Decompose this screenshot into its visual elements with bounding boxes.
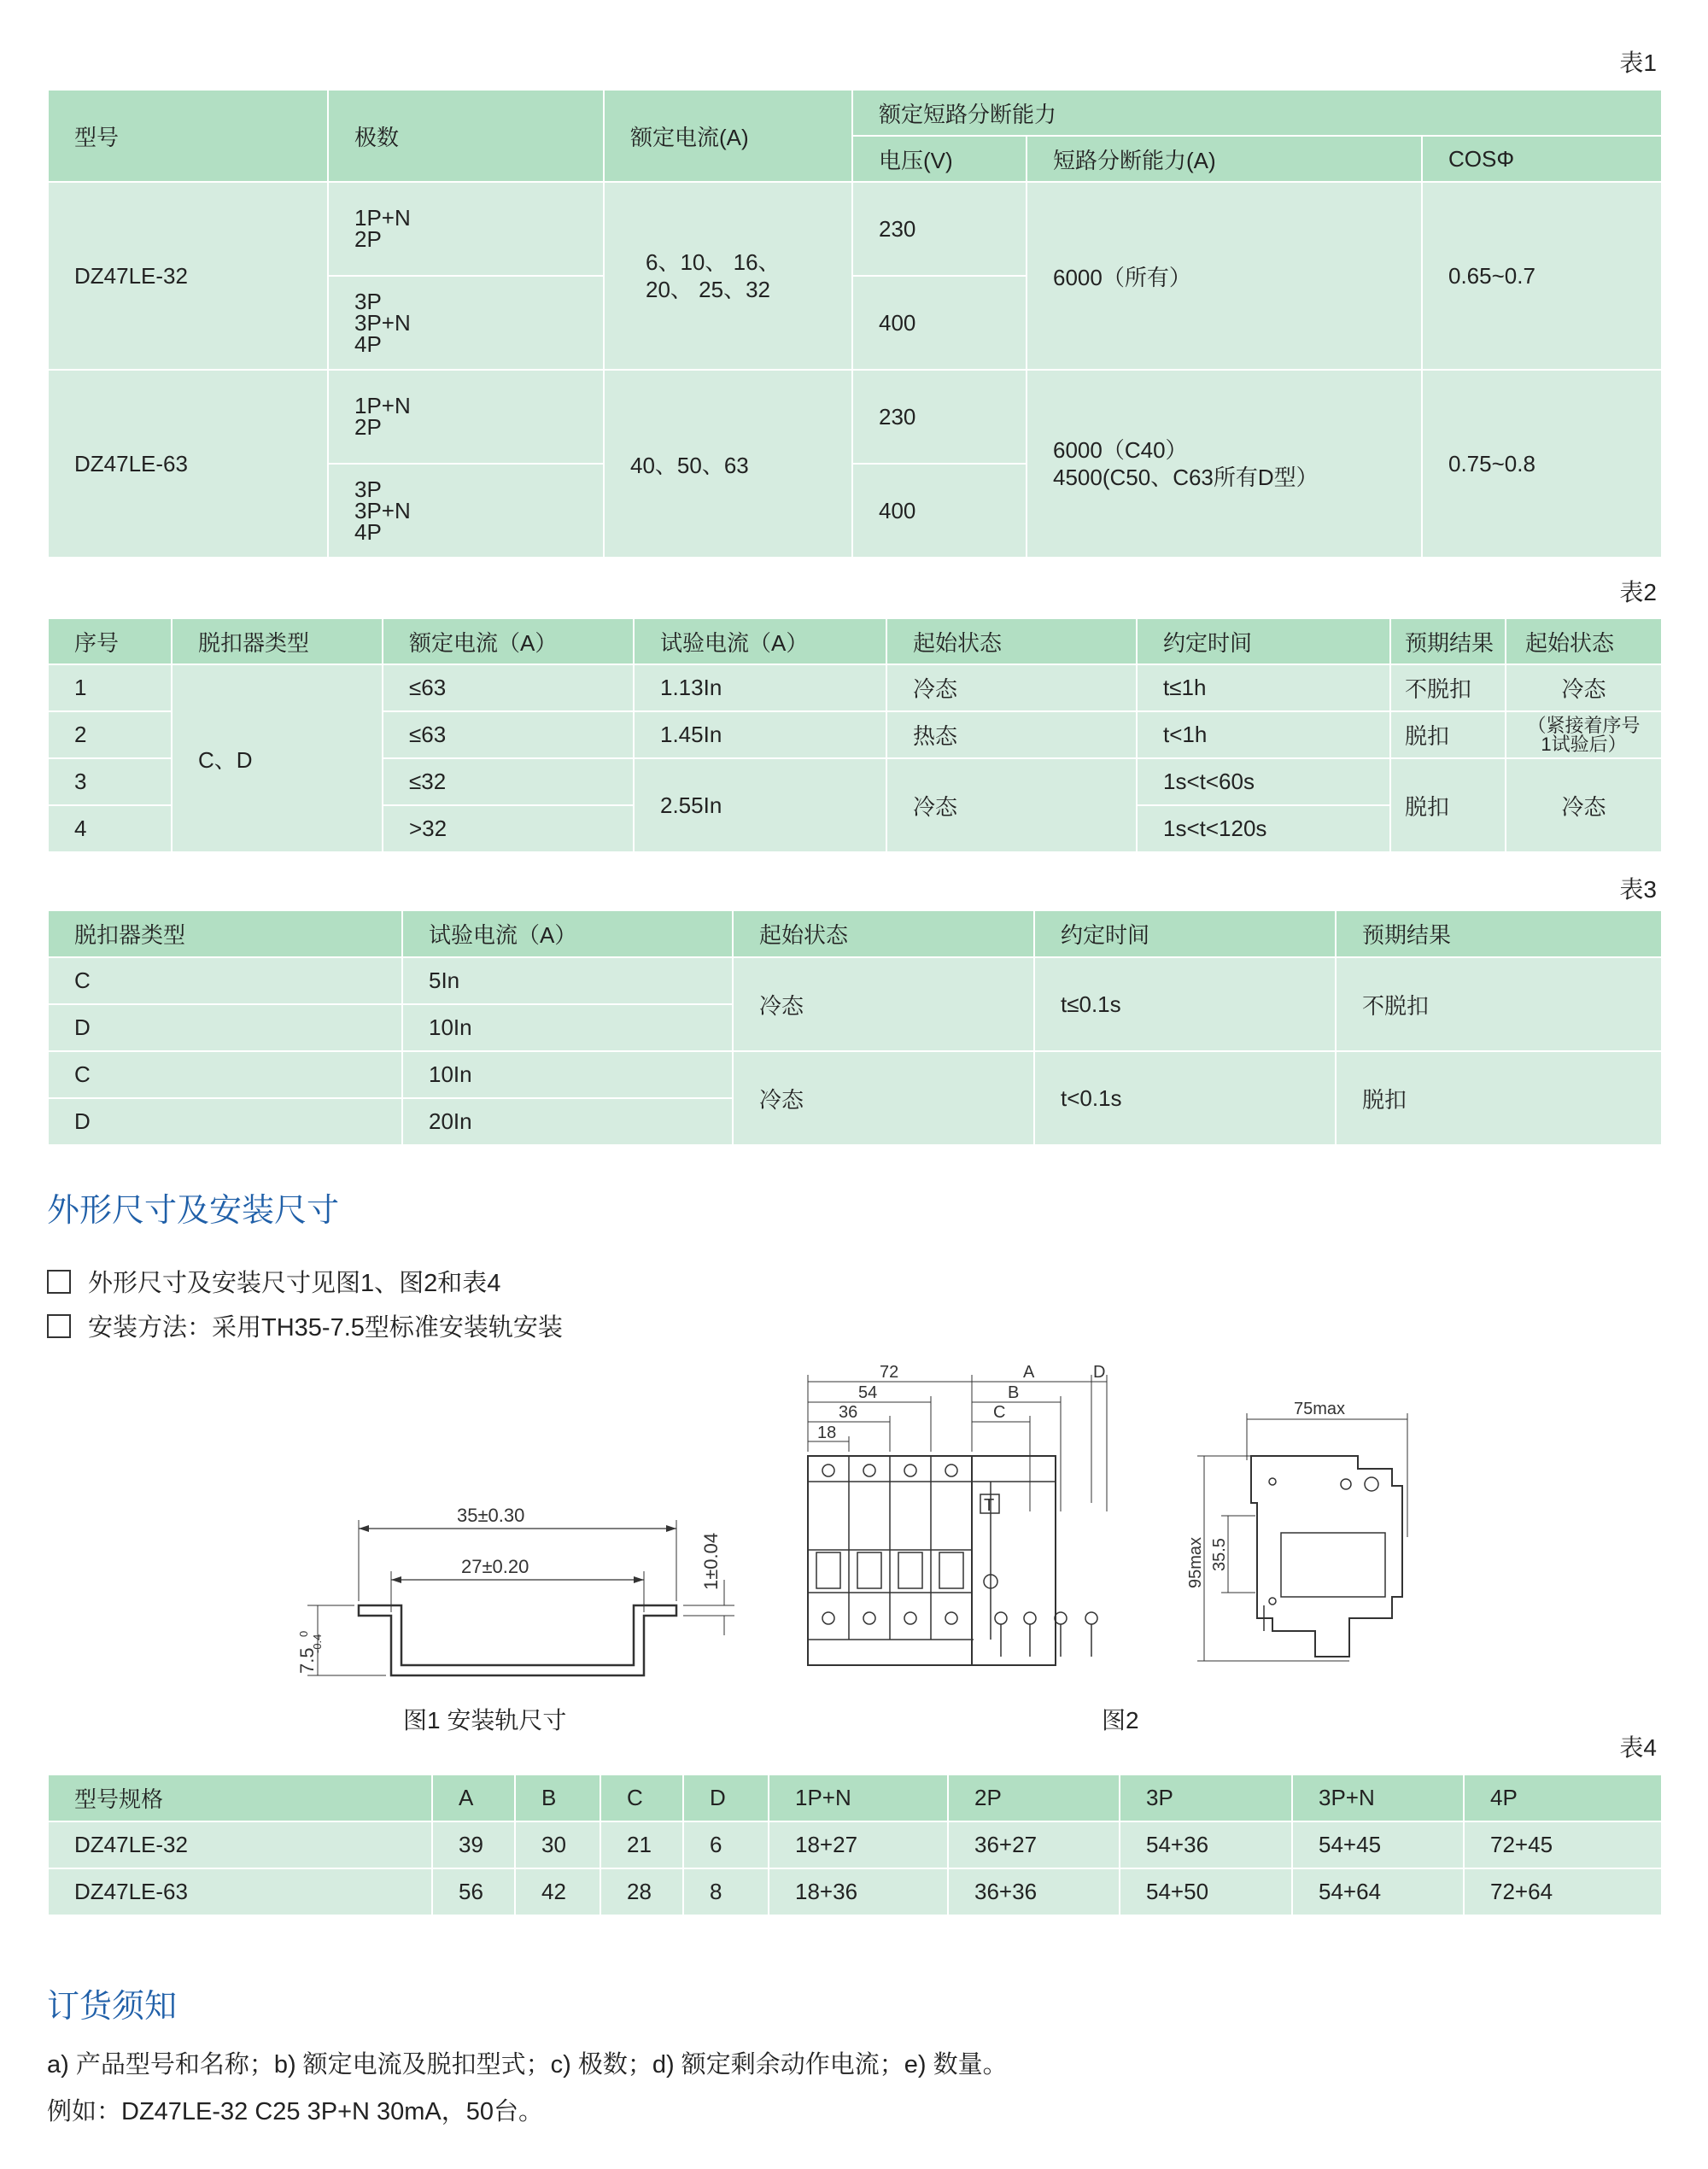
- spec-table-3: [47, 909, 1663, 1146]
- row1-capacity: 6000（所有）: [1027, 182, 1422, 370]
- t4-r1-C: 21: [600, 1821, 683, 1868]
- table1-label: 表1: [1619, 50, 1657, 76]
- t3-header-current: 试验电流（A）: [402, 910, 733, 957]
- row1-v1: 230: [852, 182, 1027, 276]
- row1-v2: 400: [852, 276, 1027, 370]
- ordering-line-1: a) 产品型号和名称；b) 额定电流及脱扣型式；c) 极数；d) 额定剩余动作电流；e) 数量。: [47, 2051, 1008, 2078]
- t2-start1: 冷态: [1506, 664, 1662, 711]
- t3-header-time: 约定时间: [1034, 910, 1336, 957]
- t4-r2-3p: 54+50: [1120, 1868, 1292, 1915]
- row2-poles-b: 3P 3P+N 4P: [328, 464, 604, 558]
- t4-header-3p: 3P: [1120, 1774, 1292, 1821]
- t2-test2: 1.45In: [634, 711, 886, 758]
- t3-row2-current: 10In: [402, 1004, 733, 1051]
- dim-54: 54: [858, 1383, 878, 1402]
- t2-start2: （紧接着序号 1试验后）: [1506, 711, 1662, 758]
- dim-35-5: 35.5: [1210, 1538, 1229, 1571]
- t4-r2-4p: 72+64: [1464, 1868, 1662, 1915]
- table2-label: 表2: [1619, 579, 1657, 605]
- figure-1-rail-drawing: [290, 1486, 752, 1682]
- bullet-item-2: [47, 1308, 563, 1343]
- t2-start3: 冷态: [1506, 758, 1662, 852]
- checkbox-icon: [47, 1270, 71, 1294]
- dim-72: 72: [880, 1363, 899, 1382]
- t2-result1: 不脱扣: [1390, 664, 1506, 711]
- t2-state3: 冷态: [886, 758, 1137, 852]
- row1-cos: 0.65~0.7: [1422, 182, 1662, 370]
- t4-r1-model: DZ47LE-32: [48, 1821, 432, 1868]
- t3-row3-current: 10In: [402, 1051, 733, 1098]
- t2-state1: 冷态: [886, 664, 1137, 711]
- t4-r1-B: 30: [515, 1821, 600, 1868]
- figure-2-front-view: [794, 1358, 1144, 1674]
- section-title-dimensions: 外形尺寸及安装尺寸: [47, 1193, 340, 1229]
- t4-r2-model: DZ47LE-63: [48, 1868, 432, 1915]
- dim-75max: 75max: [1294, 1400, 1346, 1418]
- dim-C: C: [993, 1403, 1006, 1422]
- dim-36: 36: [839, 1403, 858, 1422]
- t4-r1-4p: 72+45: [1464, 1821, 1662, 1868]
- spec-table-1: [47, 89, 1663, 558]
- table4-label: 表4: [1619, 1734, 1657, 1761]
- row2-v2: 400: [852, 464, 1027, 558]
- bullet-item-1: [47, 1264, 500, 1299]
- dim-B: B: [1008, 1383, 1020, 1402]
- t2-row3-rated: ≤32: [383, 758, 634, 805]
- t2-header-time: 约定时间: [1137, 618, 1390, 664]
- t3-g2-state: 冷态: [733, 1051, 1034, 1145]
- t2-row4-rated: >32: [383, 805, 634, 852]
- t3-g1-state: 冷态: [733, 957, 1034, 1051]
- t2-result3: 脱扣: [1390, 758, 1506, 852]
- figure-2-caption: 图2: [1102, 1707, 1139, 1733]
- header-voltage: 电压(V): [852, 136, 1027, 182]
- figure-1-caption: 图1 安装轨尺寸: [403, 1707, 567, 1733]
- t3-g2-time: t<0.1s: [1034, 1051, 1336, 1145]
- spec-table-2: [47, 617, 1663, 853]
- t4-r2-1pn: 18+36: [769, 1868, 948, 1915]
- t2-row4-time: 1s<t<120s: [1137, 805, 1390, 852]
- header-poles: 极数: [328, 90, 604, 182]
- t2-header-state: 起始状态: [886, 618, 1137, 664]
- row2-capacity: 6000（C40） 4500(C50、C63所有D型）: [1027, 370, 1422, 558]
- t2-row4-no: 4: [48, 805, 172, 852]
- t3-row3-type: C: [48, 1051, 402, 1098]
- t4-header-A: A: [432, 1774, 515, 1821]
- t2-row3-no: 3: [48, 758, 172, 805]
- dim-rail-outer: 35±0.30: [457, 1505, 525, 1526]
- row2-poles-a: 1P+N 2P: [328, 370, 604, 464]
- t4-r2-2p: 36+36: [948, 1868, 1120, 1915]
- t3-row1-type: C: [48, 957, 402, 1004]
- t3-row2-type: D: [48, 1004, 402, 1051]
- header-breaking: 额定短路分断能力: [852, 90, 1662, 136]
- dim-18: 18: [817, 1424, 837, 1442]
- t2-header-result: 预期结果: [1390, 618, 1506, 664]
- t3-row1-current: 5In: [402, 957, 733, 1004]
- section-title-ordering: 订货须知: [47, 1989, 178, 2025]
- t2-header-start: 起始状态: [1506, 618, 1662, 664]
- t4-header-4p: 4P: [1464, 1774, 1662, 1821]
- t3-g1-result: 不脱扣: [1336, 957, 1662, 1051]
- t4-r1-3p: 54+36: [1120, 1821, 1292, 1868]
- dim-rail-thickness: 1±0.04: [700, 1532, 722, 1590]
- bullet-text-1: 外形尺寸及安装尺寸见图1、图2和表4: [88, 1270, 501, 1297]
- t2-result2: 脱扣: [1390, 711, 1506, 758]
- t4-r2-D: 8: [683, 1868, 769, 1915]
- spec-table-4: [47, 1774, 1663, 1916]
- bullet-text-2: 安装方法：采用TH35-7.5型标准安装轨安装: [88, 1314, 563, 1342]
- t4-header-3pn: 3P+N: [1292, 1774, 1464, 1821]
- dim-rail-tol-top: 0: [297, 1630, 310, 1637]
- dim-95max: 95max: [1186, 1536, 1205, 1588]
- rail-profile: [359, 1605, 676, 1675]
- t4-header-1pn: 1P+N: [769, 1774, 948, 1821]
- t4-header-C: C: [600, 1774, 683, 1821]
- t4-header-B: B: [515, 1774, 600, 1821]
- row2-v1: 230: [852, 370, 1027, 464]
- t4-r1-3pn: 54+45: [1292, 1821, 1464, 1868]
- dim-rail-inner: 27±0.20: [461, 1556, 529, 1577]
- dim-A: A: [1023, 1363, 1035, 1382]
- header-capacity: 短路分断能力(A): [1027, 136, 1422, 182]
- table3-label: 表3: [1619, 876, 1657, 903]
- header-current: 额定电流(A): [604, 90, 852, 182]
- t2-row2-no: 2: [48, 711, 172, 758]
- t3-g2-result: 脱扣: [1336, 1051, 1662, 1145]
- row1-current: 6、10、 16、 20、 25、32: [604, 182, 852, 370]
- dim-D: D: [1093, 1363, 1106, 1382]
- t2-test3: 2.55In: [634, 758, 886, 852]
- row2-model: DZ47LE-63: [48, 370, 328, 558]
- row1-poles-b: 3P 3P+N 4P: [328, 276, 604, 370]
- t3-row4-type: D: [48, 1098, 402, 1145]
- dim-rail-tol-bottom: -0.4: [311, 1634, 324, 1653]
- t4-header-2p: 2P: [948, 1774, 1120, 1821]
- t2-row3-time: 1s<t<60s: [1137, 758, 1390, 805]
- t4-header-model: 型号规格: [48, 1774, 432, 1821]
- t4-r2-C: 28: [600, 1868, 683, 1915]
- t3-header-result: 预期结果: [1336, 910, 1662, 957]
- t4-r2-A: 56: [432, 1868, 515, 1915]
- t4-r1-A: 39: [432, 1821, 515, 1868]
- figure-2-side-view: [1179, 1400, 1435, 1674]
- row2-cos: 0.75~0.8: [1422, 370, 1662, 558]
- t4-r1-D: 6: [683, 1821, 769, 1868]
- t2-header-test: 试验电流（A）: [634, 618, 886, 664]
- t2-row2-rated: ≤63: [383, 711, 634, 758]
- t4-header-D: D: [683, 1774, 769, 1821]
- test-button-label: T: [984, 1496, 995, 1515]
- row1-poles-a: 1P+N 2P: [328, 182, 604, 276]
- header-model: 型号: [48, 90, 328, 182]
- t2-state2: 热态: [886, 711, 1137, 758]
- t3-row4-current: 20In: [402, 1098, 733, 1145]
- row2-current: 40、50、63: [604, 370, 852, 558]
- t3-g1-time: t≤0.1s: [1034, 957, 1336, 1051]
- t2-test1: 1.13In: [634, 664, 886, 711]
- ordering-line-2: 例如：DZ47LE-32 C25 3P+N 30mA，50台。: [47, 2098, 544, 2125]
- t2-row1-no: 1: [48, 664, 172, 711]
- t3-header-state: 起始状态: [733, 910, 1034, 957]
- t2-row1-time: t≤1h: [1137, 664, 1390, 711]
- t2-row2-time: t<1h: [1137, 711, 1390, 758]
- dim-rail-height: 7.5: [296, 1647, 318, 1674]
- t4-r1-1pn: 18+27: [769, 1821, 948, 1868]
- t4-r2-B: 42: [515, 1868, 600, 1915]
- t2-trip-type: C、D: [172, 664, 383, 852]
- t3-header-type: 脱扣器类型: [48, 910, 402, 957]
- t2-header-rated: 额定电流（A）: [383, 618, 634, 664]
- t4-r1-2p: 36+27: [948, 1821, 1120, 1868]
- checkbox-icon: [47, 1314, 71, 1338]
- row1-model: DZ47LE-32: [48, 182, 328, 370]
- t2-header-no: 序号: [48, 618, 172, 664]
- t4-r2-3pn: 54+64: [1292, 1868, 1464, 1915]
- header-cos: COSΦ: [1422, 136, 1662, 182]
- t2-header-type: 脱扣器类型: [172, 618, 383, 664]
- t2-row1-rated: ≤63: [383, 664, 634, 711]
